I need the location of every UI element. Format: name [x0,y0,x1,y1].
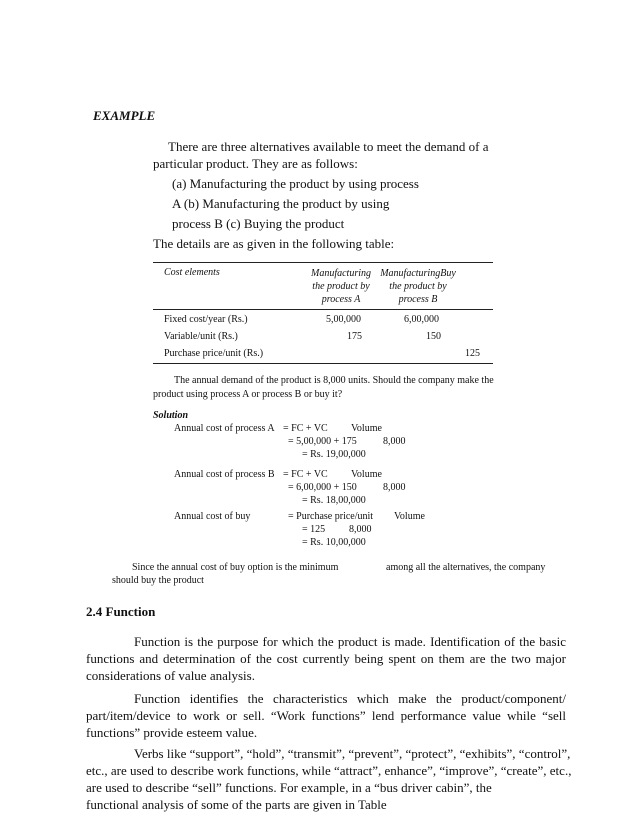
buy-label: Annual cost of buy [174,511,251,522]
table-row-label: Purchase price/unit (Rs.) [164,348,264,359]
buy-eq2-extra: 8,000 [349,524,372,535]
process-a-eq2: = 5,00,000 + 175 [288,436,357,447]
table-cell-process-a: 5,00,000 [326,314,361,325]
table-header-process-b-line: process B [398,294,438,305]
process-a-eq1-extra: Volume [351,423,382,434]
process-b-eq2-extra: 8,000 [383,482,406,493]
table-header-process-a-line: the product by [312,281,370,292]
buy-eq2: = 125 [302,524,326,535]
question-line-2: product using process A or process B or buy it? [153,389,343,400]
section-paragraph-3-line: are used to describe “sell” functions. For example, in a “bus driver cabin”, the [86,780,492,795]
table-cell-process-a: 175 [347,331,362,342]
table-row-label: Variable/unit (Rs.) [164,331,238,342]
table-header-rule [153,309,493,310]
alternative-line-1: (a) Manufacturing the product by using process [172,176,419,191]
section-paragraph-3-line: Verbs like “support”, “hold”, “transmit”, “prevent”, “protect”, “exhibits”, “control”, [134,746,571,761]
conclusion-line-2: should buy the product [112,575,204,586]
table-header-process-b-line: the product by [389,281,447,292]
example-heading: EXAMPLE [93,108,156,123]
process-a-eq3: = Rs. 19,00,000 [302,449,366,460]
question-line-1: The annual demand of the product is 8,000 units. Should the company make the [174,375,494,386]
process-b-eq1: = FC + VC [283,469,328,480]
table-cell-process-b: 150 [426,331,441,342]
section-heading: 2.4 Function [86,604,156,619]
table-header-process-a-line: process A [321,294,361,305]
table-bottom-rule [153,363,493,364]
process-b-eq1-extra: Volume [351,469,382,480]
table-header-process-b [366,267,470,306]
buy-eq3: = Rs. 10,00,000 [302,537,366,548]
buy-eq1: = Purchase price/unit [288,511,374,522]
intro-line-1: There are three alternatives available to meet the demand of a [168,139,489,154]
table-header-process-a-line: Manufacturing [311,268,371,279]
process-a-eq1: = FC + VC [283,423,328,434]
solution-heading: Solution [153,410,189,421]
table-top-rule [153,262,493,263]
table-cell-buy: 125 [465,348,480,359]
conclusion-line-1b: among all the alternatives, the company [386,562,546,573]
section-paragraph-2: Function identifies the characteristics which make the product/component/ part/item/device to work or sell. “Work functions” lend performance value while “sell functions” provide esteem value. [86,691,566,740]
process-b-eq2: = 6,00,000 + 150 [288,482,357,493]
process-b-label: Annual cost of process B [174,469,275,480]
table-cell-process-b: 6,00,000 [404,314,439,325]
section-paragraph-3-line: functional analysis of some of the parts are given in Table [86,797,387,812]
section-paragraph-1: Function is the purpose for which the product is made. Identification of the basic functions and determination of the cost currently being spent on them are the two major considerations of value analysis. [86,634,566,683]
process-a-label: Annual cost of process A [174,423,275,434]
intro-line-2: particular product. They are as follows: [153,156,358,171]
table-row-label: Fixed cost/year (Rs.) [164,314,248,325]
process-b-eq3: = Rs. 18,00,000 [302,495,366,506]
conclusion-line-1a: Since the annual cost of buy option is the minimum [132,562,339,573]
buy-eq1-extra: Volume [394,511,425,522]
section-paragraph-3-line: etc., are used to describe work functions, while “attract”, enhance”, “improve”, “create”, etc., [86,763,572,778]
details-line: The details are as given in the following table: [153,236,395,251]
table-header-process-b-line: ManufacturingBuy [380,268,456,279]
process-a-eq2-extra: 8,000 [383,436,406,447]
table-header-cost-elements: Cost elements [164,267,220,278]
alternative-line-3: process B (c) Buying the product [172,216,345,231]
alternative-line-2: A (b) Manufacturing the product by using [172,196,390,211]
